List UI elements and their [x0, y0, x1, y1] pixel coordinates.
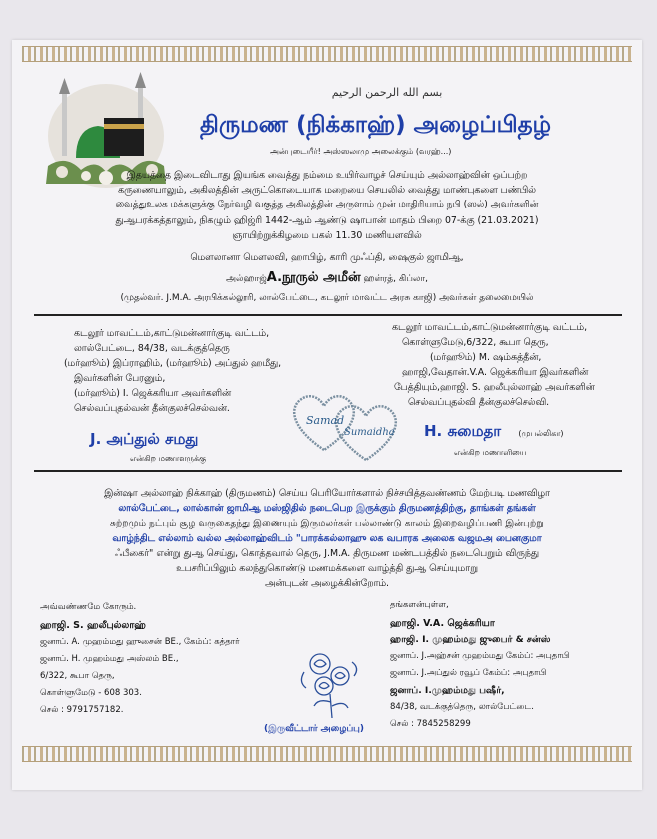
left-sign-heading: அவ்வண்ணமே கோரும்.	[40, 602, 137, 612]
bottom-border-ornament	[22, 746, 632, 762]
right-sign-2: ஹாஜி. I. முஹம்மது ஜுபைர் & சன்ஸ்	[390, 634, 551, 645]
invite-line-2: லால்பேட்டை, லால்கான் ஜாமிஆ மஸ்ஜிதில் நடைபெற இருக்கும் திருமணத்திற்கு, தாங்கள் தங்கள்	[118, 503, 536, 514]
divider-top	[34, 314, 622, 316]
right-sign-4: ஜனாப். J.அப்துல் ரவூப் கேம்ப்: அபுதாபி	[390, 668, 547, 678]
presiding-name-line	[12, 270, 642, 286]
left-sign-1: ஹாஜி. S. ஹலீபுல்லாஹ்	[40, 620, 146, 631]
flower-illustration	[290, 642, 370, 722]
heart-right-name: Sumaidha	[344, 427, 395, 438]
right-sign-7: செல் : 7845258299	[390, 719, 471, 729]
bride-line-5: பேத்தியும்,ஹாஜி. S. ஹலீபுல்லாஹ் அவர்களின்	[394, 382, 595, 393]
invite-line-3: சுற்றமும் நட்பும் சூழ வருகைதந்து இணையும் இருமலர்கள் பல்லாண்டு காலம் இறைவழிப்பணி இன்புற்று	[110, 518, 544, 529]
bride-role: என்கிற மணாளியை	[454, 448, 527, 457]
groom-line-4: இவர்களின் பேரனும்,	[74, 373, 166, 384]
bismillah: بسم الله الرحمن الرحيم	[331, 86, 443, 99]
groom-role: என்கிற மணாளருக்கு	[130, 454, 207, 463]
left-sign-6: செல் : 9791757182.	[40, 705, 124, 715]
invitation-card	[12, 40, 642, 790]
divider-middle	[34, 470, 622, 472]
groom-name: J. அப்துல் சமது	[90, 430, 199, 448]
invite-line-4: வாழ்ந்திட எல்லாம் வல்ல அல்லாஹ்விடம் "பாரக்கல்லாஹு லக வபாரக அலைக வஜமஅ பைனகுமா	[112, 533, 542, 544]
bride-line-4: ஹாஜி,வேதான்.V.A. ஜெக்கரியா இவர்களின்	[402, 367, 589, 378]
groom-line-6: செல்வப்புதல்வன் தீன்குலச்செல்வன்.	[74, 403, 230, 414]
presiding-suffix: ஹள்ரத், கிப்லா,	[363, 274, 428, 284]
twin-hearts-emblem	[284, 380, 404, 465]
invite-line-5: ஃபீகைர்" என்று துஆ செய்து, கொத்தவால் தெரு, J.M.A. திருமண மண்டபத்தில் நடைபெறும் விருந்து	[114, 548, 540, 559]
left-sign-3: ஜனாப். H. முஹம்மது அஸ்லம் BE.,	[40, 654, 179, 664]
groom-line-2: லால்பேட்டை, 84/38, வடக்குத்தெரு	[74, 343, 230, 354]
right-sign-1: ஹாஜி. V.A. ஜெக்கரியா	[390, 618, 495, 629]
intro-line-5: ஞாயிற்றுக்கிழமை பகல் 11.30 மணியளவில்	[232, 230, 422, 241]
invite-line-1: இன்ஷா அல்லாஹ் நிக்காஹ் (திருமணம்) செய்ய பெரியோர்களால் நிச்சயித்தவண்ணம் மேற்படி மணவிழா	[104, 488, 550, 499]
groom-line-1: கடலூர் மாவட்டம்,காட்டுமன்னார்குடி வட்டம்,	[74, 328, 270, 339]
heart-left-name: Samad	[306, 414, 345, 427]
groom-line-5: (மர்ஹூம்) I. ஜெக்கரியா அவர்களின்	[74, 388, 232, 399]
intro-line-3: வைத்துஉலக மக்களுக்கு நேர்வழி வகுத்த அகிலத்தின் அருளாம் முன் மாதிரியாம் நபி (ஸல்) அவர்களின்	[115, 200, 539, 210]
left-sign-5: கொள்ளுமேடு - 608 303.	[40, 688, 142, 698]
left-sign-2: ஜனாப். A. முஹம்மது ஹுசைன் BE., கேம்ப்: கத்தார்	[40, 637, 240, 647]
presiding-prefix: அல்ஹாஜ்	[226, 274, 267, 284]
right-sign-6: 84/38, வடக்குத்தெரு, லால்பேட்டை.	[390, 702, 534, 712]
presiding-line-1: மௌலானா மௌலவி, ஹாபிழ், காரி முஃப்தி, ஷைகுல் ஜாமிஆ,	[190, 252, 464, 263]
right-sign-3: ஜனாப். J.அஹ்சன் முஹம்மது கேம்ப்: அபுதாபி	[390, 651, 570, 661]
bride-line-3: (மர்ஹூம்) M. ஷம்சுத்தீன்,	[430, 352, 542, 363]
intro-line-4: துஆபரக்கத்தாலும், நிகழும் ஹிஜ்ரி 1442-ஆம் ஆண்டு ஷாபான் மாதம் பிறை 07-க்கு (21.03.2021)	[115, 215, 539, 226]
invite-line-7: அன்புடன் அழைக்கின்றோம்.	[264, 578, 390, 589]
bride-name-note: (முபல்லிகா)	[518, 429, 564, 438]
bride-line-1: கடலூர் மாவட்டம்,காட்டுமன்னார்குடி வட்டம்,	[392, 322, 588, 333]
bride-name	[424, 422, 564, 442]
right-sign-5: ஜனாப். I.முஹம்மது பஷீர்,	[390, 685, 505, 696]
bride-line-6: செல்வப்புதல்வி தீன்குலச்செல்வி.	[408, 397, 550, 408]
greeting: அன்புடையீர்! அஸ்ஸலாமு அலைக்கும் (வரஹ்...)	[270, 147, 452, 156]
presiding-line-3: (முதல்வர். J.M.A. அரபிக்கல்லூரி, லால்பேட்டை, கடலூர் மாவட்ட அரசு காஜி) அவர்கள் தலைமையில்	[120, 293, 534, 303]
left-sign-4: 6/322, கூபா தெரு,	[40, 671, 115, 681]
top-border-ornament	[22, 46, 632, 62]
bride-name-text: H. சுமைதா	[424, 422, 502, 440]
right-sign-heading: தங்களன்புள்ள,	[390, 600, 449, 610]
invite-line-6: உபசரிப்பிலும் கலந்துகொண்டு மணமக்களை வாழ்த்தி துஆ செய்யுமாறு	[176, 563, 478, 574]
intro-line-2: கருணையாலும், அகிலத்தின் அருட்கொடையாக மறையை செயலில் வைத்து மாண்புகளை பண்பில்	[118, 185, 536, 196]
presiding-name: A.நூருல் அமீன்	[266, 270, 361, 285]
footer-note: (இருவீட்டார் அழைப்பு)	[264, 724, 364, 734]
intro-line-1: இதயத்தை இடைவிடாது இயங்க வைத்து நம்மை உயிர்வாழச் செய்யும் அல்லாஹ்வின் ஒப்பற்ற	[126, 170, 528, 181]
bride-line-2: கொள்ளுமேடு,6/322, கூபா தெரு,	[402, 337, 549, 348]
page-title: திருமண (நிக்காஹ்) அழைப்பிதழ்	[200, 112, 552, 138]
groom-line-3: (மர்ஹூம்) இப்ராஹிம், (மர்ஹூம்) அப்துல் ஹமீது,	[64, 358, 282, 369]
